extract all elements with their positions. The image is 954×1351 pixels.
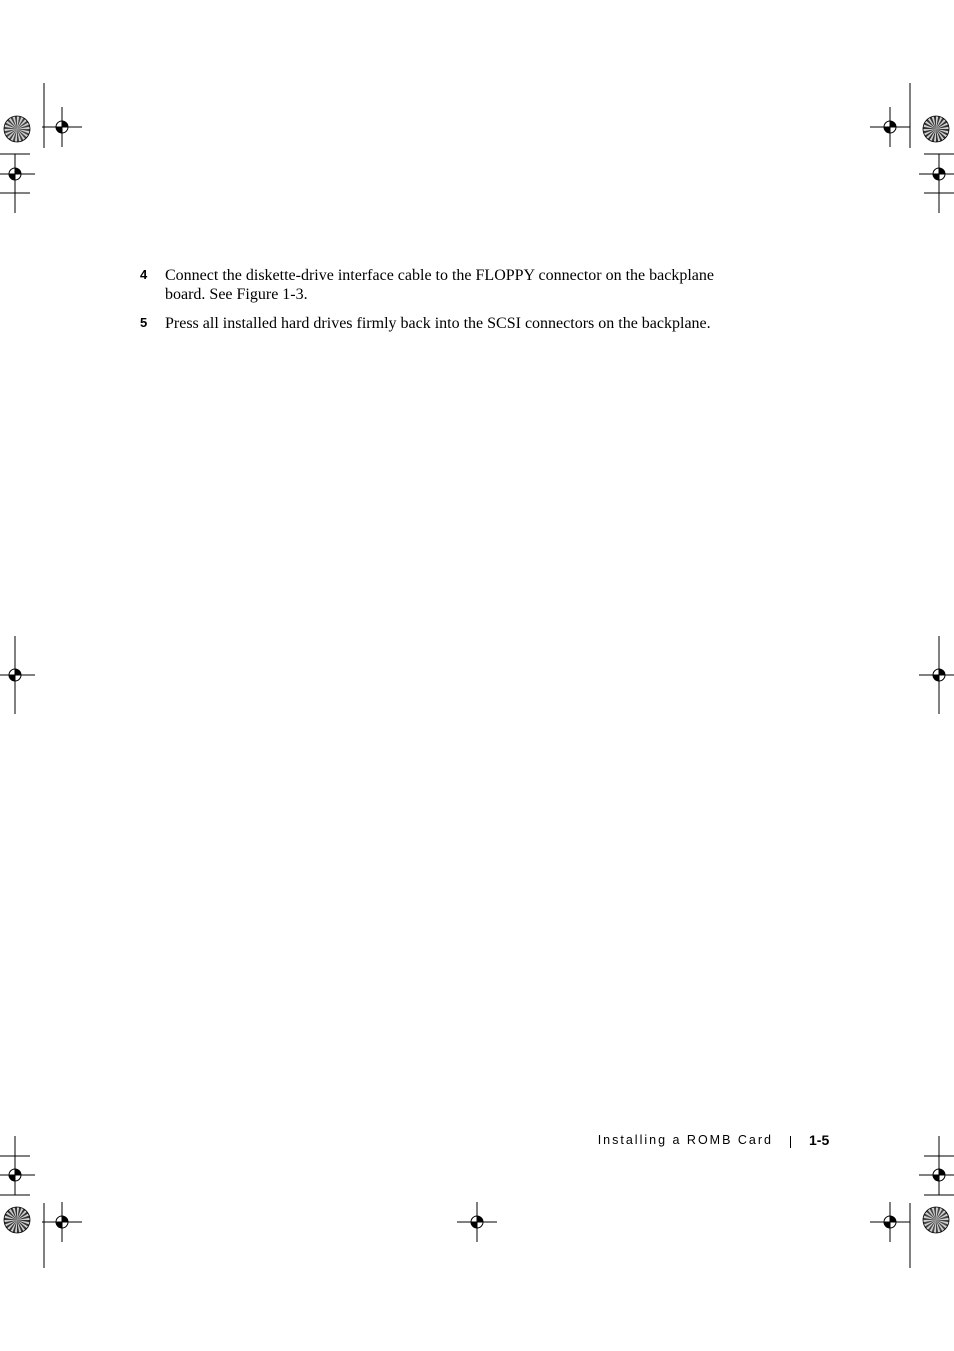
registration-mark-icon (0, 655, 35, 695)
step-text: Press all installed hard drives firmly back into the SCSI connectors on the backplane. (165, 315, 711, 332)
starburst-target-icon (923, 116, 949, 142)
registration-mark-icon (870, 1202, 910, 1242)
step-number: 5 (140, 315, 148, 330)
footer-separator (790, 1136, 791, 1148)
registration-mark-icon (0, 1155, 35, 1195)
registration-mark-icon (0, 154, 35, 194)
starburst-target-icon (923, 1207, 949, 1233)
registration-mark-icon (919, 1155, 954, 1195)
registration-mark-icon (870, 107, 910, 147)
starburst-target-icon (4, 1207, 30, 1233)
registration-mark-icon (919, 655, 954, 695)
footer-chapter-title: Installing a ROMB Card (597, 1133, 773, 1147)
step-4 (140, 266, 740, 306)
registration-mark-icon (457, 1202, 497, 1242)
starburst-target-icon (4, 116, 30, 142)
registration-mark-icon (42, 107, 82, 147)
step-5 (140, 314, 740, 334)
step-text: Connect the diskette-drive interface cable to the FLOPPY connector on the backplane board. See Figure 1-3. (165, 267, 714, 303)
registration-mark-icon (42, 1202, 82, 1242)
page-footer (560, 1131, 840, 1153)
registration-mark-icon (919, 154, 954, 194)
page-number: 1-5 (809, 1132, 830, 1148)
step-number: 4 (140, 267, 148, 282)
